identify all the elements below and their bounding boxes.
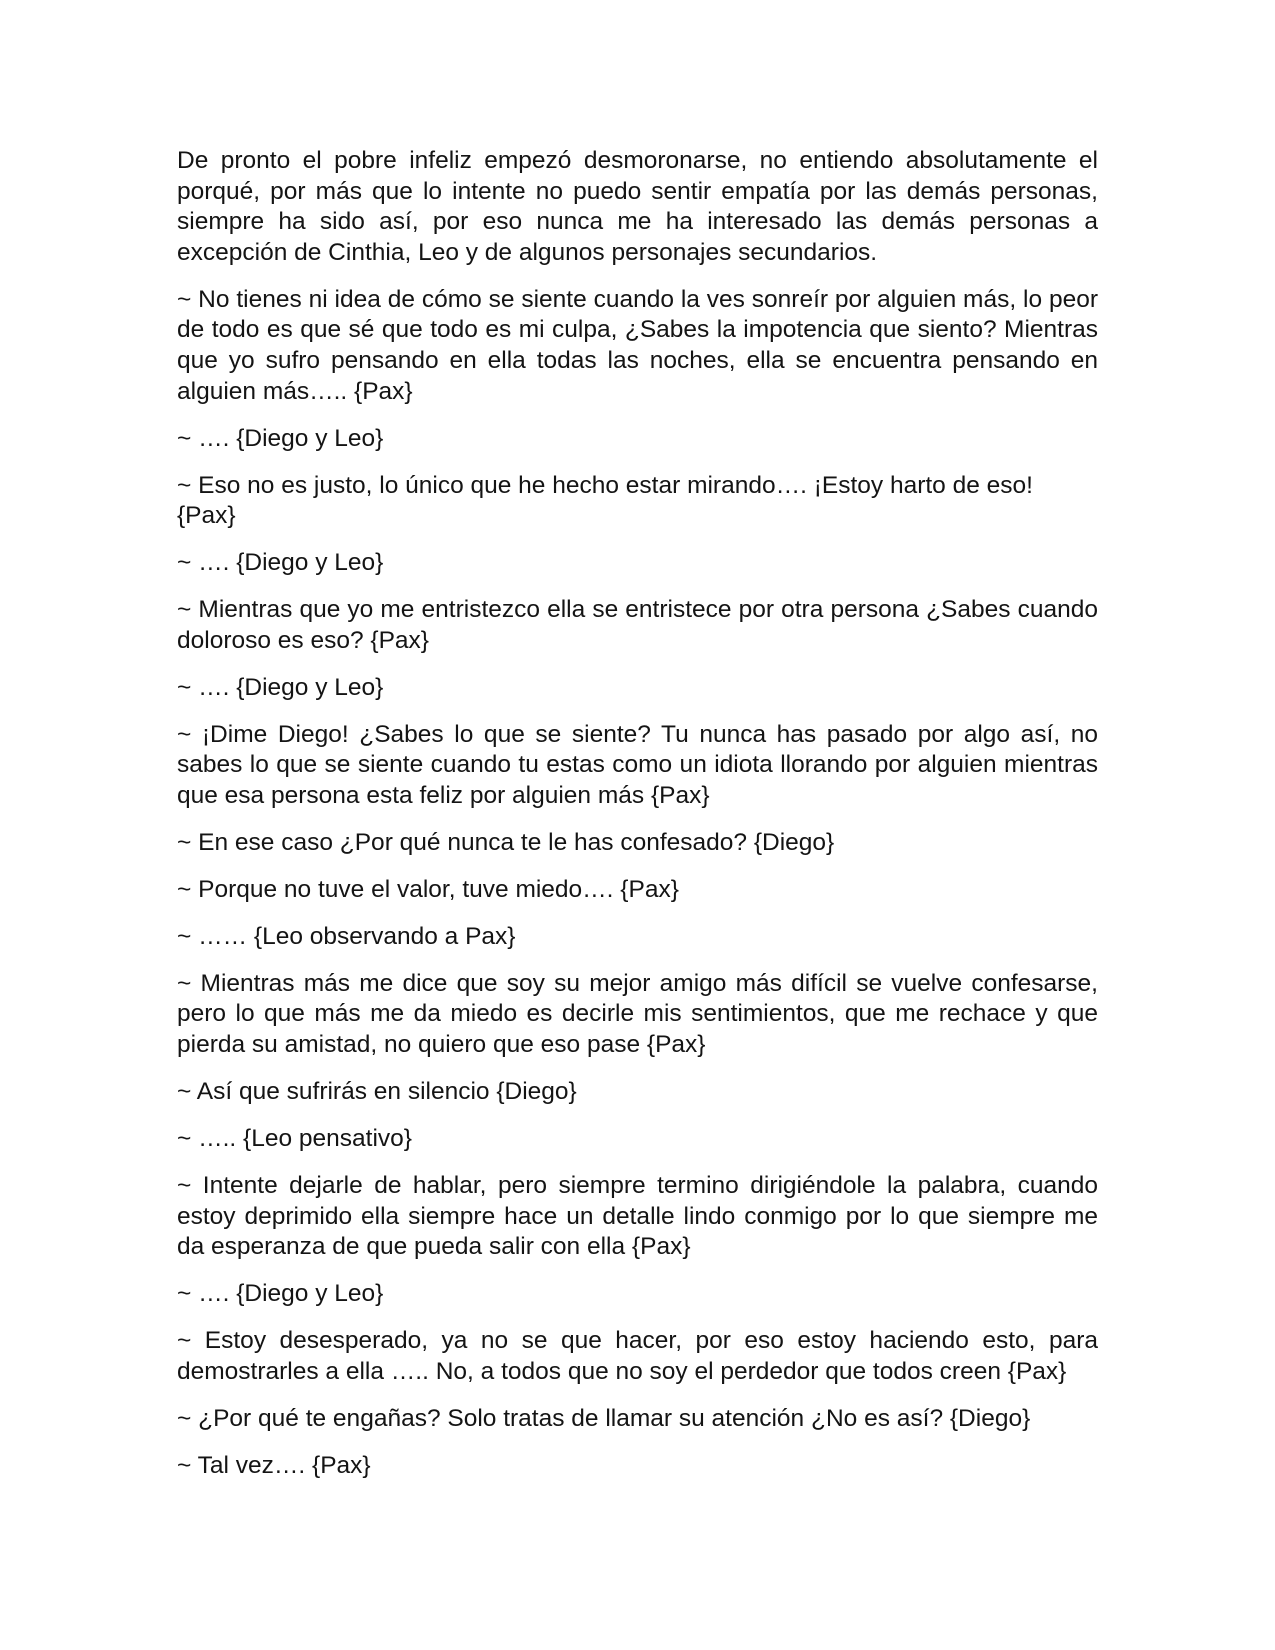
dialogue-line: ~ No tienes ni idea de cómo se siente cuando la ves sonreír por alguien más, lo peor de todo es que sé que todo es mi culpa, ¿Sabes la impotencia que siento? Mientras que yo sufro pensando en ella todas las noches, ella se encuentra pensando en alguien más….. {Pax} (177, 285, 1098, 405)
narration-paragraph: De pronto el pobre infeliz empezó desmoronarse, no entiendo absolutamente el porqué, por más que lo intente no puedo sentir empatía por las demás personas, siempre ha sido así, por eso nunca me ha interesado las demás personas a excepción de Cinthia, Leo y de algunos personajes secundarios. (177, 147, 1098, 266)
dialogue-line: ~ …… {Leo observando a Pax} (177, 922, 516, 950)
dialogue-line: ~ ¿Por qué te engañas? Solo tratas de llamar su atención ¿No es así? {Diego} (177, 1404, 1031, 1432)
dialogue-line: ~ ¡Dime Diego! ¿Sabes lo que se siente? Tu nunca has pasado por algo así, no sabes lo que se siente cuando tu estas como un idiota llorando por alguien mientras que esa persona esta feliz por alguien más {Pax} (177, 720, 1098, 809)
dialogue-line: ~ Intente dejarle de hablar, pero siempre termino dirigiéndole la palabra, cuando estoy deprimido ella siempre hace un detalle lindo conmigo por lo que siempre me da esperanza de que pueda salir con ella {Pax} (177, 1171, 1098, 1261)
page-body (177, 146, 1098, 1498)
dialogue-line: ~ Así que sufrirás en silencio {Diego} (177, 1077, 577, 1105)
dialogue-line: ~ Tal vez…. {Pax} (177, 1451, 371, 1479)
dialogue-line: ~ …. {Diego y Leo} (177, 424, 384, 452)
dialogue-line: ~ Porque no tuve el valor, tuve miedo…. {Pax} (177, 875, 679, 903)
dialogue-line: ~ En ese caso ¿Por qué nunca te le has confesado? {Diego} (177, 828, 835, 856)
dialogue-line: ~ …. {Diego y Leo} (177, 673, 384, 701)
dialogue-line: ~ Eso no es justo, lo único que he hecho estar mirando…. ¡Estoy harto de eso! {Pax} (177, 471, 1033, 530)
dialogue-line: ~ …. {Diego y Leo} (177, 549, 384, 577)
dialogue-line: ~ Mientras que yo me entristezco ella se entristece por otra persona ¿Sabes cuando doloroso es eso? {Pax} (177, 596, 1098, 654)
dialogue-line: ~ …. {Diego y Leo} (177, 1280, 384, 1308)
dialogue-line: ~ Estoy desesperado, ya no se que hacer, por eso estoy haciendo esto, para demostrarles a ella ….. No, a todos que no soy el perdedor que todos creen {Pax} (177, 1327, 1098, 1385)
dialogue-line: ~ Mientras más me dice que soy su mejor amigo más difícil se vuelve confesarse, pero lo que más me da miedo es decirle mis sentimientos, que me rechace y que pierda su amistad, no quiero que eso pase {Pax} (177, 969, 1098, 1058)
dialogue-line: ~ ….. {Leo pensativo} (177, 1124, 412, 1152)
